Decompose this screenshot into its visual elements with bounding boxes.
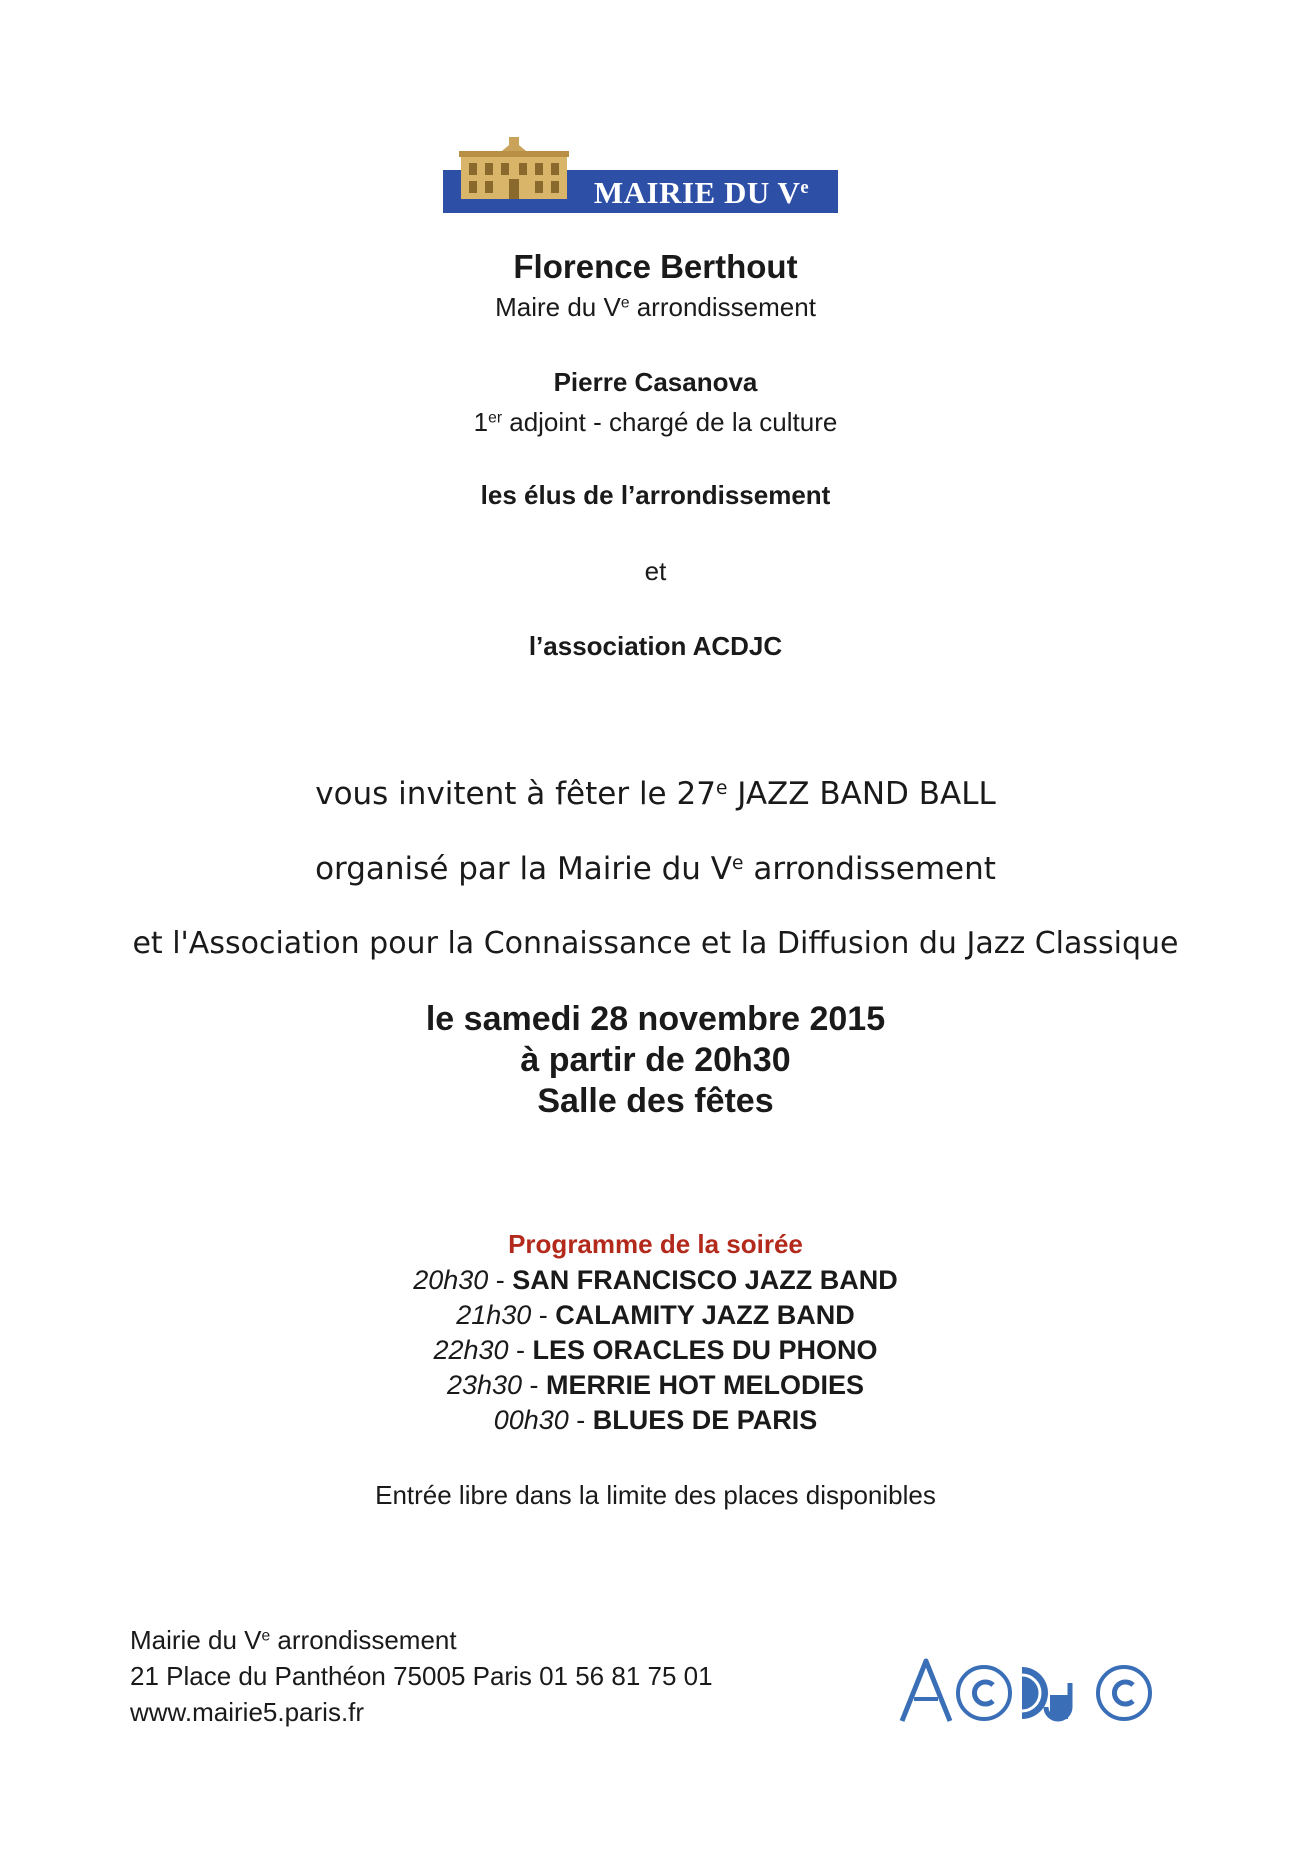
- programme-item: 21h30 - CALAMITY JAZZ BAND: [456, 1300, 855, 1330]
- event-date: le samedi 28 novembre 2015: [425, 1000, 886, 1038]
- programme-item: 22h30 - LES ORACLES DU PHONO: [433, 1335, 878, 1365]
- invitation-line-1: vous invitent à fêter le 27e JAZZ BAND BALL: [315, 776, 996, 812]
- event-venue: Salle des fêtes: [537, 1082, 774, 1120]
- invitation-line-2: organisé par la Mairie du Ve arrondissement: [315, 851, 996, 887]
- programme-list: [0, 1263, 1311, 1438]
- programme-title: Programme de la soirée: [508, 1229, 803, 1259]
- footer-street: 21 Place du Panthéon 75005 Paris 01 56 81 75 01: [130, 1661, 713, 1691]
- footer-mairie: Mairie du Ve arrondissement: [130, 1625, 457, 1655]
- logo-text: MAIRIE DU Ve: [593, 175, 810, 210]
- footer-address: [130, 1622, 713, 1730]
- conjunction: et: [644, 556, 667, 586]
- mayor-name: Florence Berthout: [513, 248, 798, 285]
- programme-item: 20h30 - SAN FRANCISCO JAZZ BAND: [413, 1265, 898, 1295]
- entry-note: Entrée libre dans la limite des places disponibles: [375, 1480, 936, 1510]
- elected-officials: les élus de l’arrondissement: [480, 480, 831, 510]
- invitation-line-3: et l'Association pour la Connaissance et la Diffusion du Jazz Classique: [132, 926, 1179, 961]
- programme-item: 00h30 - BLUES DE PARIS: [493, 1405, 818, 1435]
- acdjc-logo-icon: [898, 1655, 1166, 1727]
- deputy-role: 1er adjoint - chargé de la culture: [473, 407, 838, 437]
- programme-item: 23h30 - MERRIE HOT MELODIES: [446, 1370, 865, 1400]
- footer-website: www.mairie5.paris.fr: [130, 1697, 365, 1727]
- mayor-role: Maire du Ve arrondissement: [495, 292, 816, 322]
- association-name: l’association ACDJC: [528, 631, 783, 661]
- deputy-name: Pierre Casanova: [553, 367, 758, 397]
- event-time: à partir de 20h30: [520, 1041, 791, 1079]
- mairie-logo: [443, 137, 838, 215]
- town-hall-icon: [457, 137, 571, 199]
